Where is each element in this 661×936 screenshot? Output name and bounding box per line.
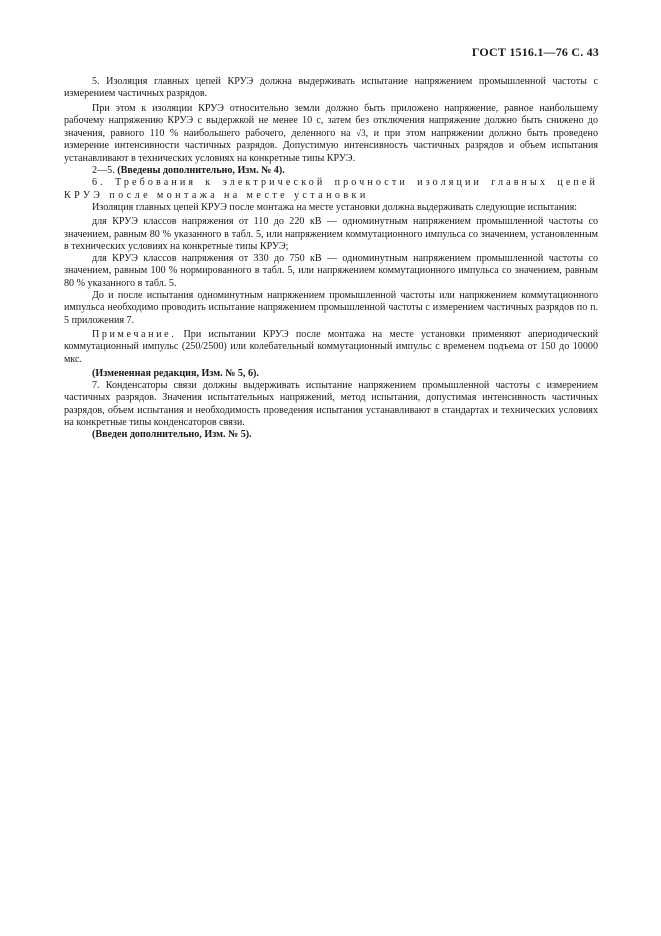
section-6-intro: Изоляция главных цепей КРУЭ после монтажа на месте установки должна выдерживать следующие испытания:: [92, 201, 578, 213]
document-body: [64, 76, 598, 442]
sqrt-three-symbol: √3: [356, 128, 366, 139]
section-6-heading-line2: КРУЭ после монтажа на месте установки: [64, 189, 369, 201]
paragraph-5-details-part2: , и при этом напряжении должно быть проведено измерение интенсивности частичных разрядов. Допустимую интенсивность частичных разрядов и объем испытания устанавливают в технических условиях на конкретные типы КРУЭ.: [64, 128, 598, 164]
amendment-5-text: (Введен дополнительно, Изм. № 5).: [92, 429, 252, 441]
amendment-4-text: (Введены дополнительно, Изм. № 4).: [117, 165, 285, 177]
amendment-4-prefix: 2—5.: [92, 165, 118, 177]
paragraph-5-details-part1: При этом к изоляции КРУЭ относительно земли должно быть приложено напряжение, равное наибольшему рабочему напряжению КРУЭ с выдержкой не менее 10 с, затем без отключения напряжение должно быть снижено до значения, равного 110 % наибольшего рабочего, деленного на: [64, 102, 598, 140]
amendment-5-6-text: (Измененная редакция, Изм. № 5, 6).: [92, 367, 259, 379]
note-label: Примечание.: [92, 328, 177, 340]
section-6-heading-line1: Требования к электрической прочности изоляции главных цепей: [115, 177, 598, 189]
paragraph-7: 7. Конденсаторы связи должны выдерживать испытание напряжением промышленной частоты с измерением частичных разрядов. Значения испытательных напряжений, метод испытания, допустимая интенсивность частичных разрядов, объем испытания и необходимость проведения испытания устанавливают в стандартах и технических условиях на конкретные типы конденсаторов связи.: [64, 380, 598, 429]
amendment-5-6-note: [64, 368, 598, 380]
note-paragraph: [64, 329, 598, 366]
amendment-4-note: [64, 165, 598, 177]
note-text: При испытании КРУЭ после монтажа на месте установки применяют апериодический коммутационный импульс (250/2500) или колебательный коммутационный импульс с временем подъема от 150 до 10000 мкс.: [64, 328, 598, 365]
amendment-5-note: [64, 429, 598, 441]
paragraph-5: 5. Изоляция главных цепей КРУЭ должна выдерживать испытание напряжением промышленной частоты с измерением частичных разрядов.: [64, 76, 598, 100]
page-header: ГОСТ 1516.1—76 С. 43: [471, 45, 599, 59]
section-6-paragraph-c: До и после испытания одноминутным напряжением промышленной частоты или напряжением коммутационного импульса необходимо проводить испытание напряжением промышленной частоты с измерением частичных разрядов по п. 5 приложения 7.: [64, 290, 598, 326]
section-6-item-a: для КРУЭ классов напряжения от 110 до 220 кВ — одноминутным напряжением промышленной частоты со значением, равным 80 % указанного в табл. 5, или напряжением коммутационного импульса со значением, установленным в технических условиях на конкретные типы КРУЭ;: [64, 216, 598, 252]
paragraph-5-details: [64, 103, 598, 165]
section-6-heading: [64, 177, 598, 189]
section-6-item-b: для КРУЭ классов напряжения от 330 до 750 кВ — одноминутным напряжением промышленной частоты со значением, равным 100 % нормированного в табл. 5, или напряжением коммутационного импульса со значением, равным 80 % указанного в табл. 5.: [64, 253, 598, 289]
section-6-number: 6.: [92, 177, 116, 189]
